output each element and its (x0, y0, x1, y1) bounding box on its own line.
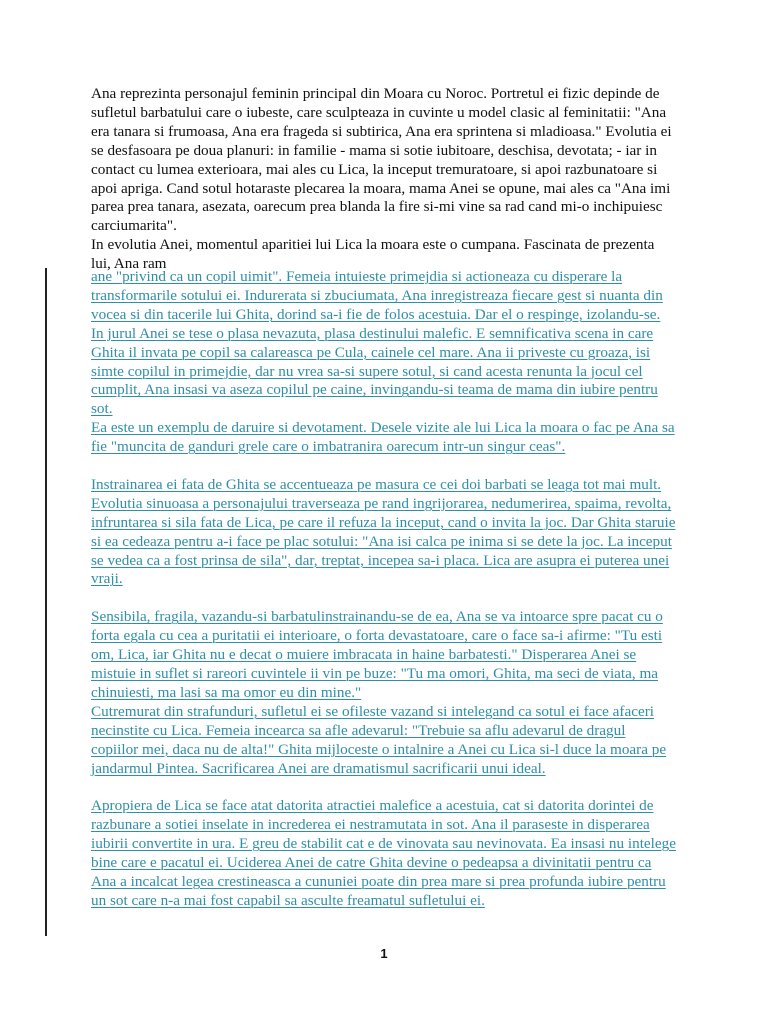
linked-paragraph-shaken[interactable]: Cutremurat din strafunduri, sufletul ei se ofileste vazand si intelegand ca sotul ei face afaceri necinstite cu Lica. Femeia incearca sa afle adevarul: "Trebuie sa aflu adevarul de dragul copiilor mei, daca nu de alta!" Ghita mijloceste o intalnire a Anei cu Lica si-l duce la moara pe jandarmul Pintea. Sacrificarea Anei are dramatismul sacrificarii unui ideal. (91, 702, 667, 777)
linked-paragraph-sensibility[interactable]: Sensibila, fragila, vazandu-si barbatulinstrainandu-se de ea, Ana se va intoarce spre pacat cu o forta egala cu cea a puritatii ei interioare, o forta devastatoare, care o face sa-i afirme: "Tu esti om, Lica, iar Ghita nu e decat o muiere imbracata in haine barbatesti." Disperarea Anei se mistuie in suflet si rareori cuvintele ii vin pe buze: "Tu ma omori, Ghita, ma seci de viata, ma chinuiesti, ma lasi sa ma omor eu din mine." (91, 608, 663, 701)
paragraph-spacer (91, 457, 676, 476)
paragraph-spacer (91, 589, 676, 608)
linked-paragraph-closeness[interactable]: Apropiera de Lica se face atat datorita atractiei malefice a acestuia, cat si datorita dorintei de razbunare a sotiei inselate in increderea ei nestramutata in sot. Ana il paraseste in disperarea iubirii convertite in ura. E greu de stabilit cat e de vinovata sau nevinovata. Ea insasi nu intelege bine care e pacatul ei. Uciderea Anei de catre Ghita devine o pedeapsa a divinitatii pentru ca Ana a incalcat legea crestineasca a cununiei poate din prea mare si prea profunda iubire pentru un sot care n-a mai fost capabil sa asculte freamatul sufletului ei. (91, 797, 676, 909)
paragraph-portrait: Ana reprezinta personajul feminin principal din Moara cu Noroc. Portretul ei fizic depinde de sufletul barbatului care o iubeste, care sculpteaza in cuvinte u model clasic al feminitatii: "Ana era tanara si frumoasa, Ana era frageda si subtirica, Ana era sprintena si mladioasa." Evolutia ei se desfasoara pe doua planuri: in familie - mama si sotie iubitoare, deschisa, devotata; - iar in contact cu lumea exterioara, mai ales cu Lica, la inceput tremuratoare, si apoi razbunatoare si apoi apriga. Cand sotul hotaraste plecarea la moara, mama Anei se opune, mai ales ca "Ana imi parea prea tanara, asezata, oarecum prea blanda la fire si-mi vine sa rad cand mi-o inchipuiesc carciumarita". (91, 85, 672, 235)
linked-paragraph-devotion[interactable]: Ea este un exemplu de daruire si devotament. Desele vizite ale lui Lica la moara o fac pe Ana sa fie "muncita de ganduri grele care o imbatranira oarecum intr-un singur ceas". (91, 419, 675, 456)
linked-paragraph-estrangement[interactable]: Instrainarea ei fata de Ghita se accentueaza pe masura ce cei doi barbati se leaga tot mai mult. Evolutia sinuoasa a personajului traverseaza pe rand ingrijorarea, nedumerirea, spaima, revolta, infruntarea si sila fata de Lica, pe care il refuza la inceput, cand o invita la joc. Dar Ghita staruie si ea cedeaza pentru a-i face pe plac sotului: "Ana isi calca pe inima si se dete la joc. La inceput se vedea ca a fost prinsa de sila", dar, treptat, incepea sa-i placa. Lica are asupra ei puterea unei vraji. (91, 475, 676, 588)
page-number: 1 (380, 946, 388, 961)
linked-text-section[interactable] (91, 268, 676, 911)
paragraph-evolution-intro: In evolutia Anei, momentul aparitiei lui Lica la moara este o cumpana. Fascinata de prezenta lui, Ana ram (91, 236, 655, 272)
linked-paragraph-fascination[interactable]: ane "privind ca un copil uimit". Femeia intuieste primejdia si actioneaza cu disperare la transformarile sotului ei. Indurerata si zbuciumata, Ana inregistreaza fiecare gest si nuanta din vocea si din tacerile lui Ghita, dorind sa-i fie de folos acestuia. Dar el o respinge, izolandu-se. In jurul Anei se tese o plasa nevazuta, plasa destinului malefic. E semnificativa scena in care Ghita il invata pe copil sa calareasca pe Cula, cainele cel mare. Ana ii priveste cu groaza, isi simte copilul in primejdie, dar nu vrea sa-si supere sotul, si cand acesta renunta la jocul cel cumplit, Ana insasi va aseza copilul pe caine, invingandu-si teama de mama din iubire pentru sot. (91, 268, 663, 418)
paragraph-spacer (91, 778, 676, 797)
revision-change-bar (45, 268, 47, 936)
